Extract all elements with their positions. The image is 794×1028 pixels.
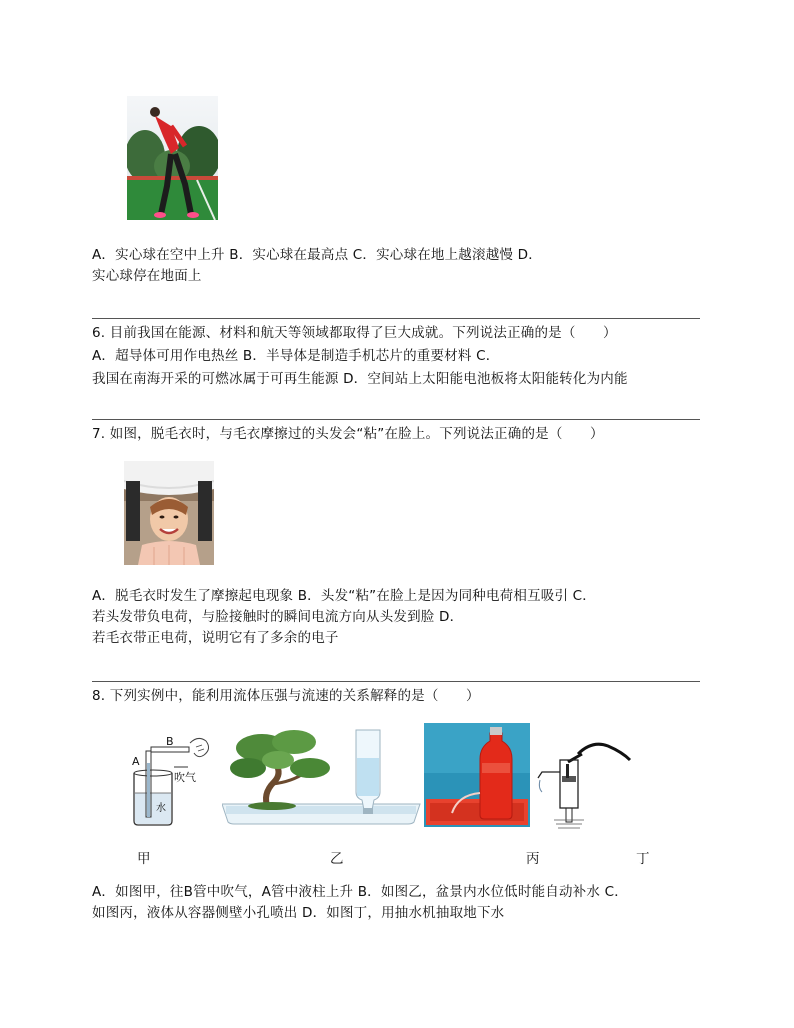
q8-options-line1: A．如图甲，往B管中吹气，A管中液柱上升 B．如图乙，盆景内水位低时能自动补水 C．	[92, 884, 628, 900]
divider	[92, 419, 700, 420]
q5-options-line2: 实心球停在地面上	[92, 268, 202, 284]
figure-ding	[532, 740, 632, 830]
q8-options-line2: 如图丙，液体从容器侧壁小孔喷出 D．如图丁，用抽水机抽取地下水	[92, 905, 505, 921]
q7-options-line2: 若头发带负电荷，与脸接触时的瞬间电流方向从头发到脸 D．	[92, 609, 464, 625]
q5-options-line1: A．实心球在空中上升 B．实心球在最高点 C．实心球在地上越滚越慢 D．	[92, 247, 542, 263]
q8-question: 8. 下列实例中，能利用流体压强与流速的关系解释的是（ ）	[92, 688, 480, 704]
figure-label-ding: 丁	[636, 851, 650, 867]
divider	[92, 318, 700, 319]
figure-label-yi: 乙	[330, 851, 344, 867]
figure-jia	[128, 733, 218, 828]
q6-options-line1: A．超导体可用作电热丝 B．半导体是制造手机芯片的重要材料 C．	[92, 348, 500, 364]
figure-yi	[222, 724, 422, 828]
label-water: 水	[156, 803, 166, 814]
figure-bing	[424, 723, 530, 827]
q7-question: 7. 如图，脱毛衣时，与毛衣摩擦过的头发会“粘”在脸上。下列说法正确的是（ ）	[92, 426, 604, 442]
shot-put-photo	[127, 96, 218, 220]
q6-question: 6. 目前我国在能源、材料和航天等领域都取得了巨大成就。下列说法正确的是（ ）	[92, 325, 617, 341]
q7-options-line3: 若毛衣带正电荷，说明它有了多余的电子	[92, 630, 339, 646]
label-b: B	[166, 735, 174, 748]
label-a: A	[132, 755, 140, 768]
divider	[92, 681, 700, 682]
q7-options-line1: A．脱毛衣时发生了摩擦起电现象 B．头发“粘”在脸上是因为同种电荷相互吸引 C．	[92, 588, 596, 604]
q6-options-line2: 我国在南海开采的可燃冰属于可再生能源 D．空间站上太阳能电池板将太阳能转化为内能	[92, 371, 628, 387]
label-blow: 吹气	[174, 771, 196, 784]
figure-label-jia: 甲	[137, 851, 151, 867]
hair-static-photo	[124, 461, 214, 565]
figure-label-bing: 丙	[526, 851, 540, 867]
